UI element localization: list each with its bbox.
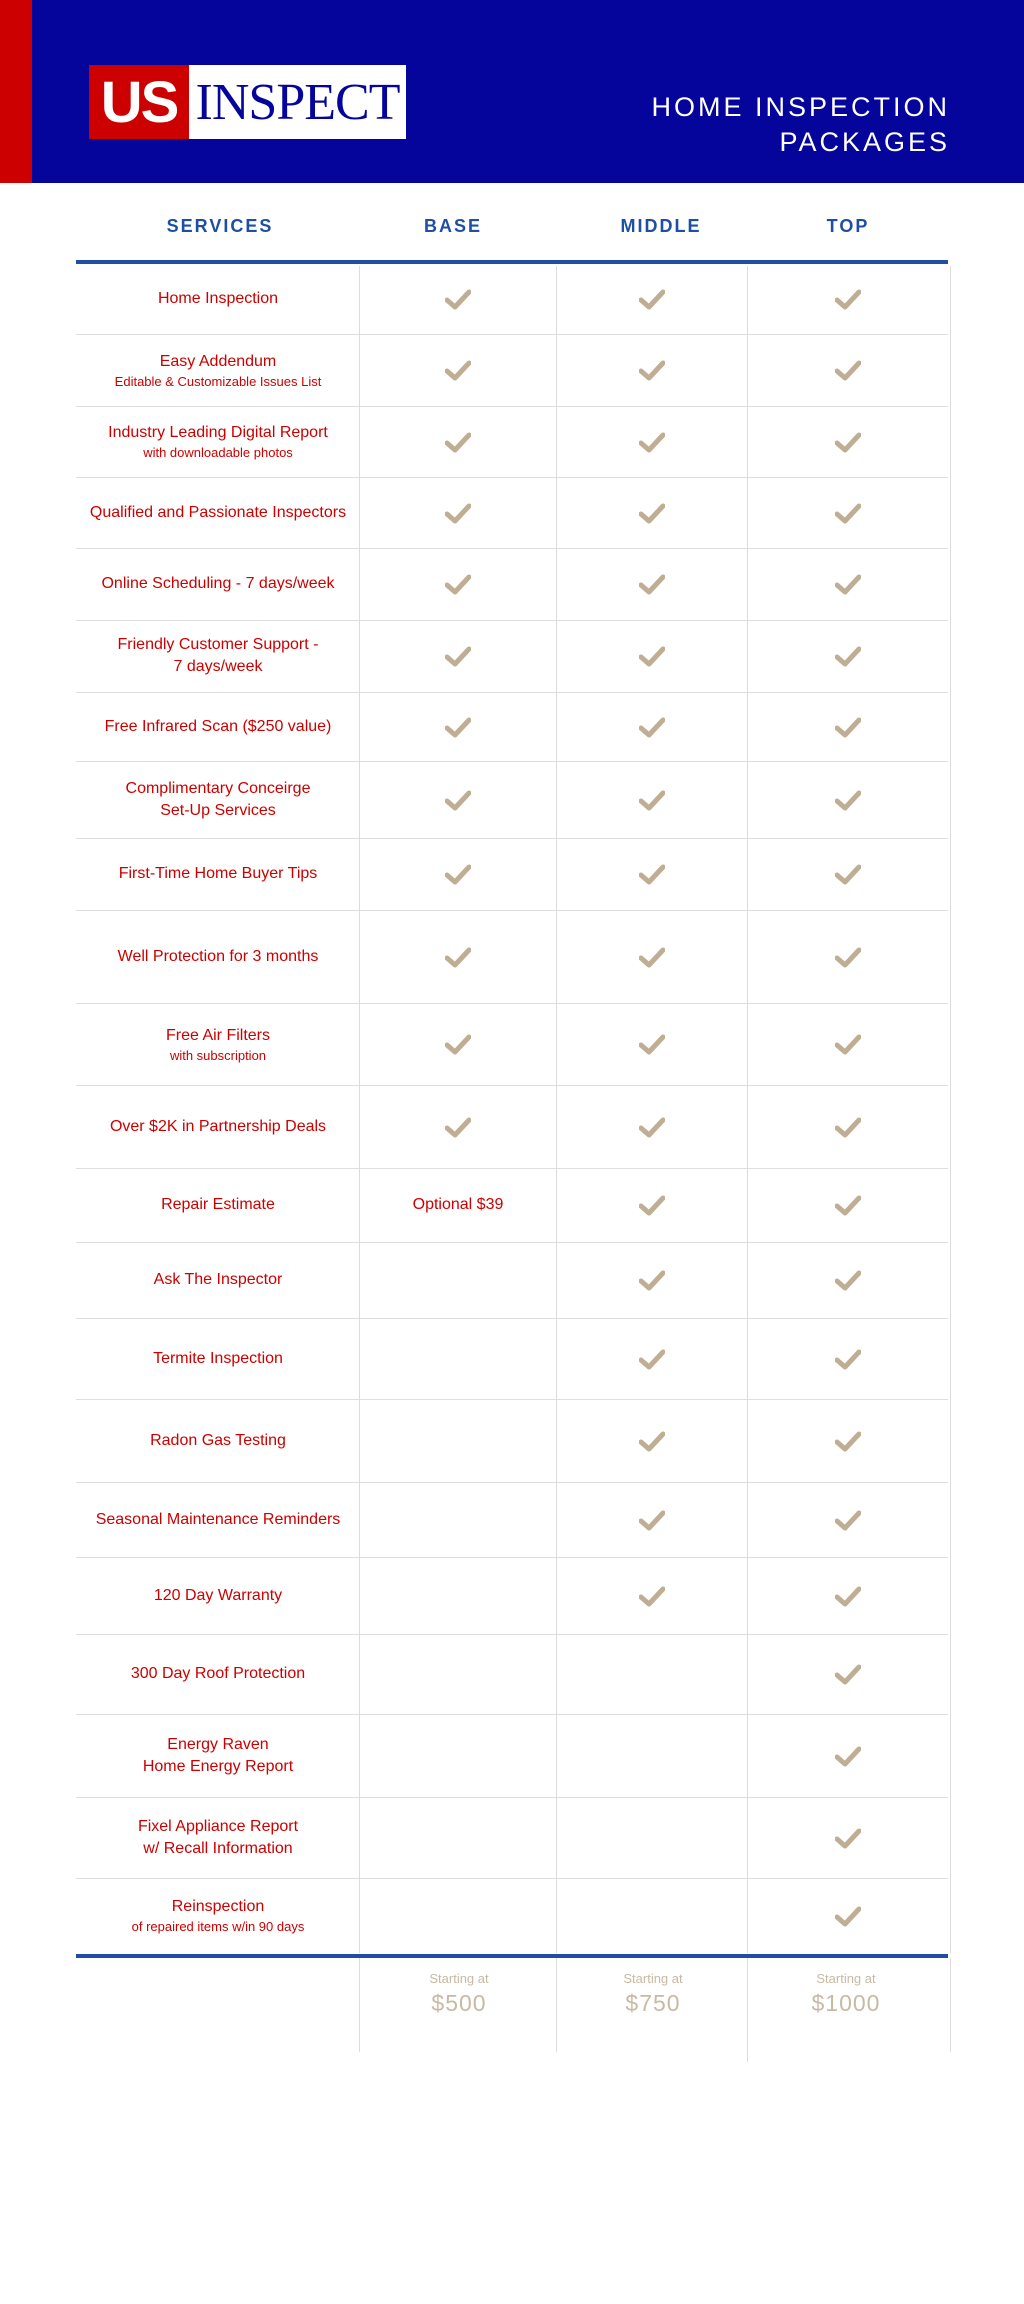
price-middle-label: Starting at — [623, 1971, 683, 1986]
empty-cell — [557, 1634, 747, 1714]
service-name — [68, 1168, 368, 1242]
optional-price — [361, 1168, 555, 1242]
check-icon — [361, 761, 555, 838]
check-icon — [748, 1242, 948, 1318]
table-row — [76, 1399, 948, 1482]
service-name — [68, 406, 368, 477]
column-header-services: SERVICES — [166, 216, 274, 236]
check-icon — [361, 406, 555, 477]
check-icon — [748, 334, 948, 406]
empty-cell — [361, 1878, 555, 1953]
price-base — [364, 1970, 554, 2018]
check-icon — [361, 264, 555, 334]
service-name — [68, 1557, 368, 1634]
price-base-amount: $500 — [431, 1990, 487, 2016]
service-label: Free Air Filters — [165, 1026, 270, 1044]
check-icon — [361, 1003, 555, 1085]
table-row — [76, 548, 948, 620]
check-icon — [557, 1482, 747, 1557]
check-icon — [557, 406, 747, 477]
service-label: Online Scheduling - 7 days/week — [101, 575, 335, 592]
service-label: Well Protection for 3 months — [117, 947, 319, 965]
check-icon — [557, 620, 747, 692]
table-row — [76, 406, 948, 477]
check-icon — [557, 334, 747, 406]
service-name — [68, 692, 368, 761]
check-icon — [557, 1242, 747, 1318]
service-sublabel: with downloadable photos — [143, 445, 293, 460]
check-icon — [748, 477, 948, 548]
check-icon — [361, 838, 555, 910]
check-icon — [748, 1168, 948, 1242]
check-icon — [748, 406, 948, 477]
service-name — [68, 1714, 368, 1797]
column-header-base: BASE — [423, 216, 482, 236]
page-title — [590, 90, 950, 160]
check-icon — [557, 692, 747, 761]
table-row — [76, 1003, 948, 1085]
column-divider — [359, 1958, 360, 2052]
logo-us-text: US — [89, 65, 189, 139]
footer-divider — [76, 1954, 948, 1958]
check-icon — [748, 1318, 948, 1399]
service-name — [68, 1242, 368, 1318]
check-icon — [557, 548, 747, 620]
service-label: Complimentary Conceirge Set-Up Services — [125, 779, 311, 819]
check-icon — [748, 1399, 948, 1482]
price-base-label: Starting at — [429, 1971, 489, 1986]
table-row — [76, 477, 948, 548]
empty-cell — [361, 1557, 555, 1634]
check-icon — [748, 1797, 948, 1878]
empty-cell — [557, 1797, 747, 1878]
check-icon — [557, 1318, 747, 1399]
table-row — [76, 910, 948, 1003]
table-row — [76, 1085, 948, 1168]
empty-cell — [361, 1797, 555, 1878]
optional-price-text: Optional $39 — [412, 1196, 504, 1213]
header-red-stripe — [0, 0, 32, 183]
service-label: Radon Gas Testing — [150, 1431, 286, 1449]
service-label: Friendly Customer Support - 7 days/week — [117, 636, 319, 675]
table-row — [76, 334, 948, 406]
service-label: Home Inspection — [157, 290, 279, 307]
price-top-label: Starting at — [816, 1971, 876, 1986]
logo-inspect-text: INSPECT — [189, 65, 406, 139]
service-label: Repair Estimate — [161, 1196, 275, 1213]
check-icon — [748, 1482, 948, 1557]
empty-cell — [557, 1714, 747, 1797]
table-row — [76, 620, 948, 692]
table-row — [76, 1557, 948, 1634]
empty-cell — [557, 1878, 747, 1953]
table-row — [76, 1318, 948, 1399]
service-name — [68, 1482, 368, 1557]
check-icon — [557, 1399, 747, 1482]
table-row — [76, 1168, 948, 1242]
service-sublabel: Editable & Customizable Issues List — [114, 373, 322, 389]
service-sublabel: of repaired items w/in 90 days — [131, 1919, 305, 1934]
service-name — [68, 334, 368, 406]
check-icon — [361, 477, 555, 548]
empty-cell — [361, 1634, 555, 1714]
service-label: Fixel Appliance Report w/ Recall Information — [137, 1817, 299, 1857]
check-icon — [557, 1168, 747, 1242]
empty-cell — [361, 1242, 555, 1318]
service-label: 300 Day Roof Protection — [130, 1665, 306, 1682]
check-icon — [557, 761, 747, 838]
check-icon — [361, 1085, 555, 1168]
table-row — [76, 692, 948, 761]
check-icon — [748, 1557, 948, 1634]
check-icon — [557, 1003, 747, 1085]
check-icon — [361, 334, 555, 406]
service-label: Termite Inspection — [153, 1349, 283, 1367]
check-icon — [748, 1003, 948, 1085]
page-title-line2: PACKAGES — [779, 127, 950, 157]
price-middle-amount: $750 — [625, 1990, 681, 2016]
empty-cell — [361, 1399, 555, 1482]
service-label: Ask The Inspector — [153, 1271, 283, 1288]
service-label: Easy Addendum — [159, 352, 277, 370]
check-icon — [748, 620, 948, 692]
check-icon — [557, 838, 747, 910]
price-top-amount: $1000 — [811, 1990, 881, 2016]
service-name — [68, 1399, 368, 1482]
check-icon — [557, 264, 747, 334]
check-icon — [361, 620, 555, 692]
table-row — [76, 1482, 948, 1557]
service-name — [68, 910, 368, 1003]
service-name — [68, 1634, 368, 1714]
service-label: Reinspection — [171, 1898, 265, 1915]
empty-cell — [361, 1482, 555, 1557]
service-name — [68, 264, 368, 334]
price-middle — [558, 1970, 748, 2018]
check-icon — [557, 477, 747, 548]
check-icon — [557, 910, 747, 1003]
empty-cell — [361, 1714, 555, 1797]
check-icon — [748, 1634, 948, 1714]
table-row — [76, 761, 948, 838]
table-row — [76, 1714, 948, 1797]
service-name — [68, 548, 368, 620]
check-icon — [361, 910, 555, 1003]
table-row — [76, 1797, 948, 1878]
check-icon — [361, 692, 555, 761]
check-icon — [748, 761, 948, 838]
service-name — [68, 1085, 368, 1168]
check-icon — [748, 692, 948, 761]
table-row — [76, 264, 948, 334]
service-label: Over $2K in Partnership Deals — [109, 1117, 327, 1135]
column-divider — [950, 1958, 951, 2052]
price-top — [751, 1970, 941, 2018]
service-label: Seasonal Maintenance Reminders — [95, 1510, 341, 1528]
check-icon — [748, 838, 948, 910]
service-name — [68, 1878, 368, 1953]
column-divider — [556, 1958, 557, 2052]
service-sublabel: with subscription — [169, 1047, 267, 1063]
service-label: First-Time Home Buyer Tips — [118, 865, 318, 882]
service-name — [68, 1797, 368, 1878]
empty-cell — [361, 1318, 555, 1399]
column-header-middle: MIDDLE — [620, 216, 702, 236]
check-icon — [557, 1085, 747, 1168]
check-icon — [748, 1085, 948, 1168]
service-name — [68, 761, 368, 838]
check-icon — [361, 548, 555, 620]
service-name — [68, 1318, 368, 1399]
table-row — [76, 838, 948, 910]
check-icon — [748, 1878, 948, 1953]
service-label: Energy Raven Home Energy Report — [142, 1735, 294, 1775]
service-name — [68, 620, 368, 692]
service-name — [68, 838, 368, 910]
table-row — [76, 1242, 948, 1318]
table-row — [76, 1634, 948, 1714]
check-icon — [748, 1714, 948, 1797]
check-icon — [557, 1557, 747, 1634]
service-label: Qualified and Passionate Inspectors — [89, 503, 347, 521]
service-label: Industry Leading Digital Report — [108, 424, 328, 441]
table-row — [76, 1878, 948, 1953]
column-divider — [950, 266, 951, 1953]
service-name — [68, 477, 368, 548]
us-inspect-logo[interactable] — [89, 65, 406, 139]
page-title-line1: HOME INSPECTION — [651, 92, 950, 122]
service-label: Free Infrared Scan ($250 value) — [104, 717, 332, 735]
check-icon — [748, 264, 948, 334]
check-icon — [748, 548, 948, 620]
header-banner — [0, 0, 1024, 183]
column-header-top: TOP — [826, 216, 870, 236]
service-label: 120 Day Warranty — [153, 1586, 283, 1604]
service-name — [68, 1003, 368, 1085]
check-icon — [748, 910, 948, 1003]
